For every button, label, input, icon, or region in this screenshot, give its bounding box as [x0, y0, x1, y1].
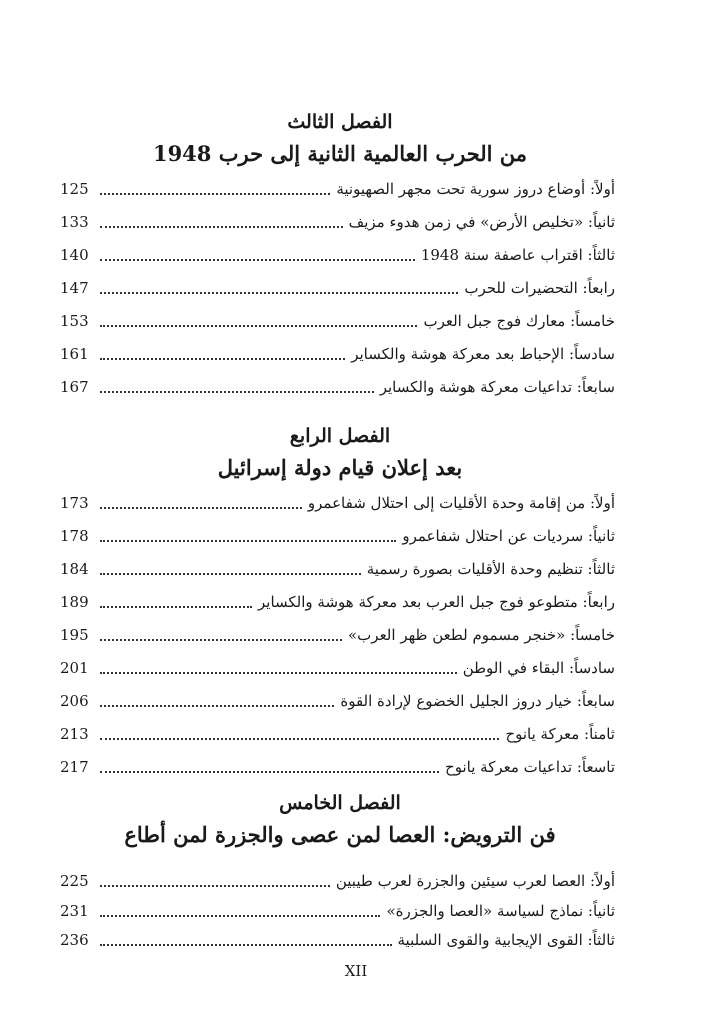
dot-leader	[100, 507, 302, 509]
chapter-title: فن الترويض: العصا لمن عصى والجزرة لمن أطاع	[124, 822, 556, 847]
entry-title: سابعاً: خيار دروز الجليل الخضوع لإرادة القوة	[340, 692, 615, 710]
dot-leader	[100, 540, 396, 542]
entry-page-number: 225	[60, 872, 89, 890]
entry-page-number: 147	[60, 279, 89, 297]
chapter-4	[60, 422, 620, 486]
dot-leader	[100, 915, 380, 917]
toc-entry[interactable]	[60, 490, 615, 514]
toc-entry[interactable]	[60, 176, 615, 200]
entry-page-number: 173	[60, 494, 89, 512]
dot-leader	[100, 944, 392, 946]
dot-leader	[100, 292, 458, 294]
entry-title: خامساً: معارك فوج جبل العرب	[423, 312, 615, 330]
toc-entry[interactable]	[60, 341, 615, 365]
entry-title: سابعاً: تداعيات معركة هوشة والكساير	[379, 378, 615, 396]
dot-leader	[100, 573, 361, 575]
toc-entry[interactable]	[60, 242, 615, 266]
entry-title: ثالثاً: القوى الإيجابية والقوى السلبية	[397, 931, 615, 949]
toc-entry[interactable]	[60, 589, 615, 613]
dot-leader	[100, 705, 334, 707]
dot-leader	[100, 358, 345, 360]
dot-leader	[100, 771, 439, 773]
chapter-label: الفصل الخامس	[279, 792, 401, 814]
toc-entry[interactable]	[60, 209, 615, 233]
dot-leader	[100, 325, 417, 327]
toc-entry[interactable]	[60, 927, 615, 951]
entry-page-number: 206	[60, 692, 89, 710]
toc-entry[interactable]	[60, 556, 615, 580]
toc-entry[interactable]	[60, 688, 615, 712]
entry-title: ثامناً: معركة يانوح	[505, 725, 615, 743]
entry-title: ثالثاً: اقتراب عاصفة سنة 1948	[420, 246, 615, 264]
entry-title: ثانياً: نماذج لسياسة «العصا والجزرة»	[386, 902, 615, 920]
entry-title: أولاً: أوضاع دروز سورية تحت مجهر الصهيونية	[336, 180, 615, 198]
entry-title: ثالثاً: تنظيم وحدة الأقليات بصورة رسمية	[366, 560, 615, 578]
entry-page-number: 217	[60, 758, 89, 776]
toc-entry[interactable]	[60, 754, 615, 778]
dot-leader	[100, 606, 252, 608]
toc-entry[interactable]	[60, 898, 615, 922]
dot-leader	[100, 193, 330, 195]
dot-leader	[100, 885, 330, 887]
entry-title: ثانياً: سرديات عن احتلال شفاعمرو	[402, 527, 615, 545]
chapter-label: الفصل الثالث	[287, 111, 393, 133]
toc-entry[interactable]	[60, 275, 615, 299]
entry-title: رابعاً: التحضيرات للحرب	[464, 279, 615, 297]
entry-page-number: 231	[60, 902, 89, 920]
entry-page-number: 236	[60, 931, 89, 949]
entry-page-number: 140	[60, 246, 89, 264]
dot-leader	[100, 226, 343, 228]
dot-leader	[100, 259, 415, 261]
toc-entry[interactable]	[60, 721, 615, 745]
toc-entry[interactable]	[60, 655, 615, 679]
dot-leader	[100, 672, 457, 674]
entry-page-number: 213	[60, 725, 89, 743]
page-folio: XII	[344, 962, 368, 980]
toc-entry[interactable]	[60, 523, 615, 547]
entry-title: رابعاً: متطوعو فوج جبل العرب بعد معركة هوشة والكساير	[258, 593, 615, 611]
entry-page-number: 153	[60, 312, 89, 330]
chapter-title: من الحرب العالمية الثانية إلى حرب 1948	[152, 141, 528, 166]
toc-entry[interactable]	[60, 868, 615, 892]
entry-title: سادساً: الإحباط بعد معركة هوشة والكساير	[351, 345, 615, 363]
toc-entry[interactable]	[60, 622, 615, 646]
entry-page-number: 133	[60, 213, 89, 231]
entry-page-number: 161	[60, 345, 89, 363]
entry-page-number: 167	[60, 378, 89, 396]
chapter-3	[60, 108, 620, 172]
dot-leader	[100, 738, 499, 740]
entry-page-number: 178	[60, 527, 89, 545]
chapter-5	[60, 789, 620, 853]
entry-title: خامساً: «خنجر مسموم لطعن ظهر العرب»	[348, 626, 615, 644]
chapter-label: الفصل الرابع	[289, 425, 391, 447]
entry-page-number: 201	[60, 659, 89, 677]
entry-title: تاسعاً: تداعيات معركة يانوح	[445, 758, 615, 776]
entry-page-number: 184	[60, 560, 89, 578]
dot-leader	[100, 639, 342, 641]
entry-title: أولاً: العصا لعرب سيئين والجزرة لعرب طيبين	[335, 872, 615, 890]
entry-page-number: 125	[60, 180, 89, 198]
dot-leader	[100, 391, 374, 393]
entry-title: ثانياً: «تخليص الأرض» في زمن هدوء مزيف	[348, 213, 615, 231]
toc-entry[interactable]	[60, 308, 615, 332]
entry-page-number: 189	[60, 593, 89, 611]
toc-entry[interactable]	[60, 374, 615, 398]
entry-page-number: 195	[60, 626, 89, 644]
entry-title: أولاً: من إقامة وحدة الأقليات إلى احتلال شفاعمرو	[307, 494, 615, 512]
entry-title: سادساً: البقاء في الوطن	[462, 659, 615, 677]
chapter-title: بعد إعلان قيام دولة إسرائيل	[217, 455, 463, 480]
